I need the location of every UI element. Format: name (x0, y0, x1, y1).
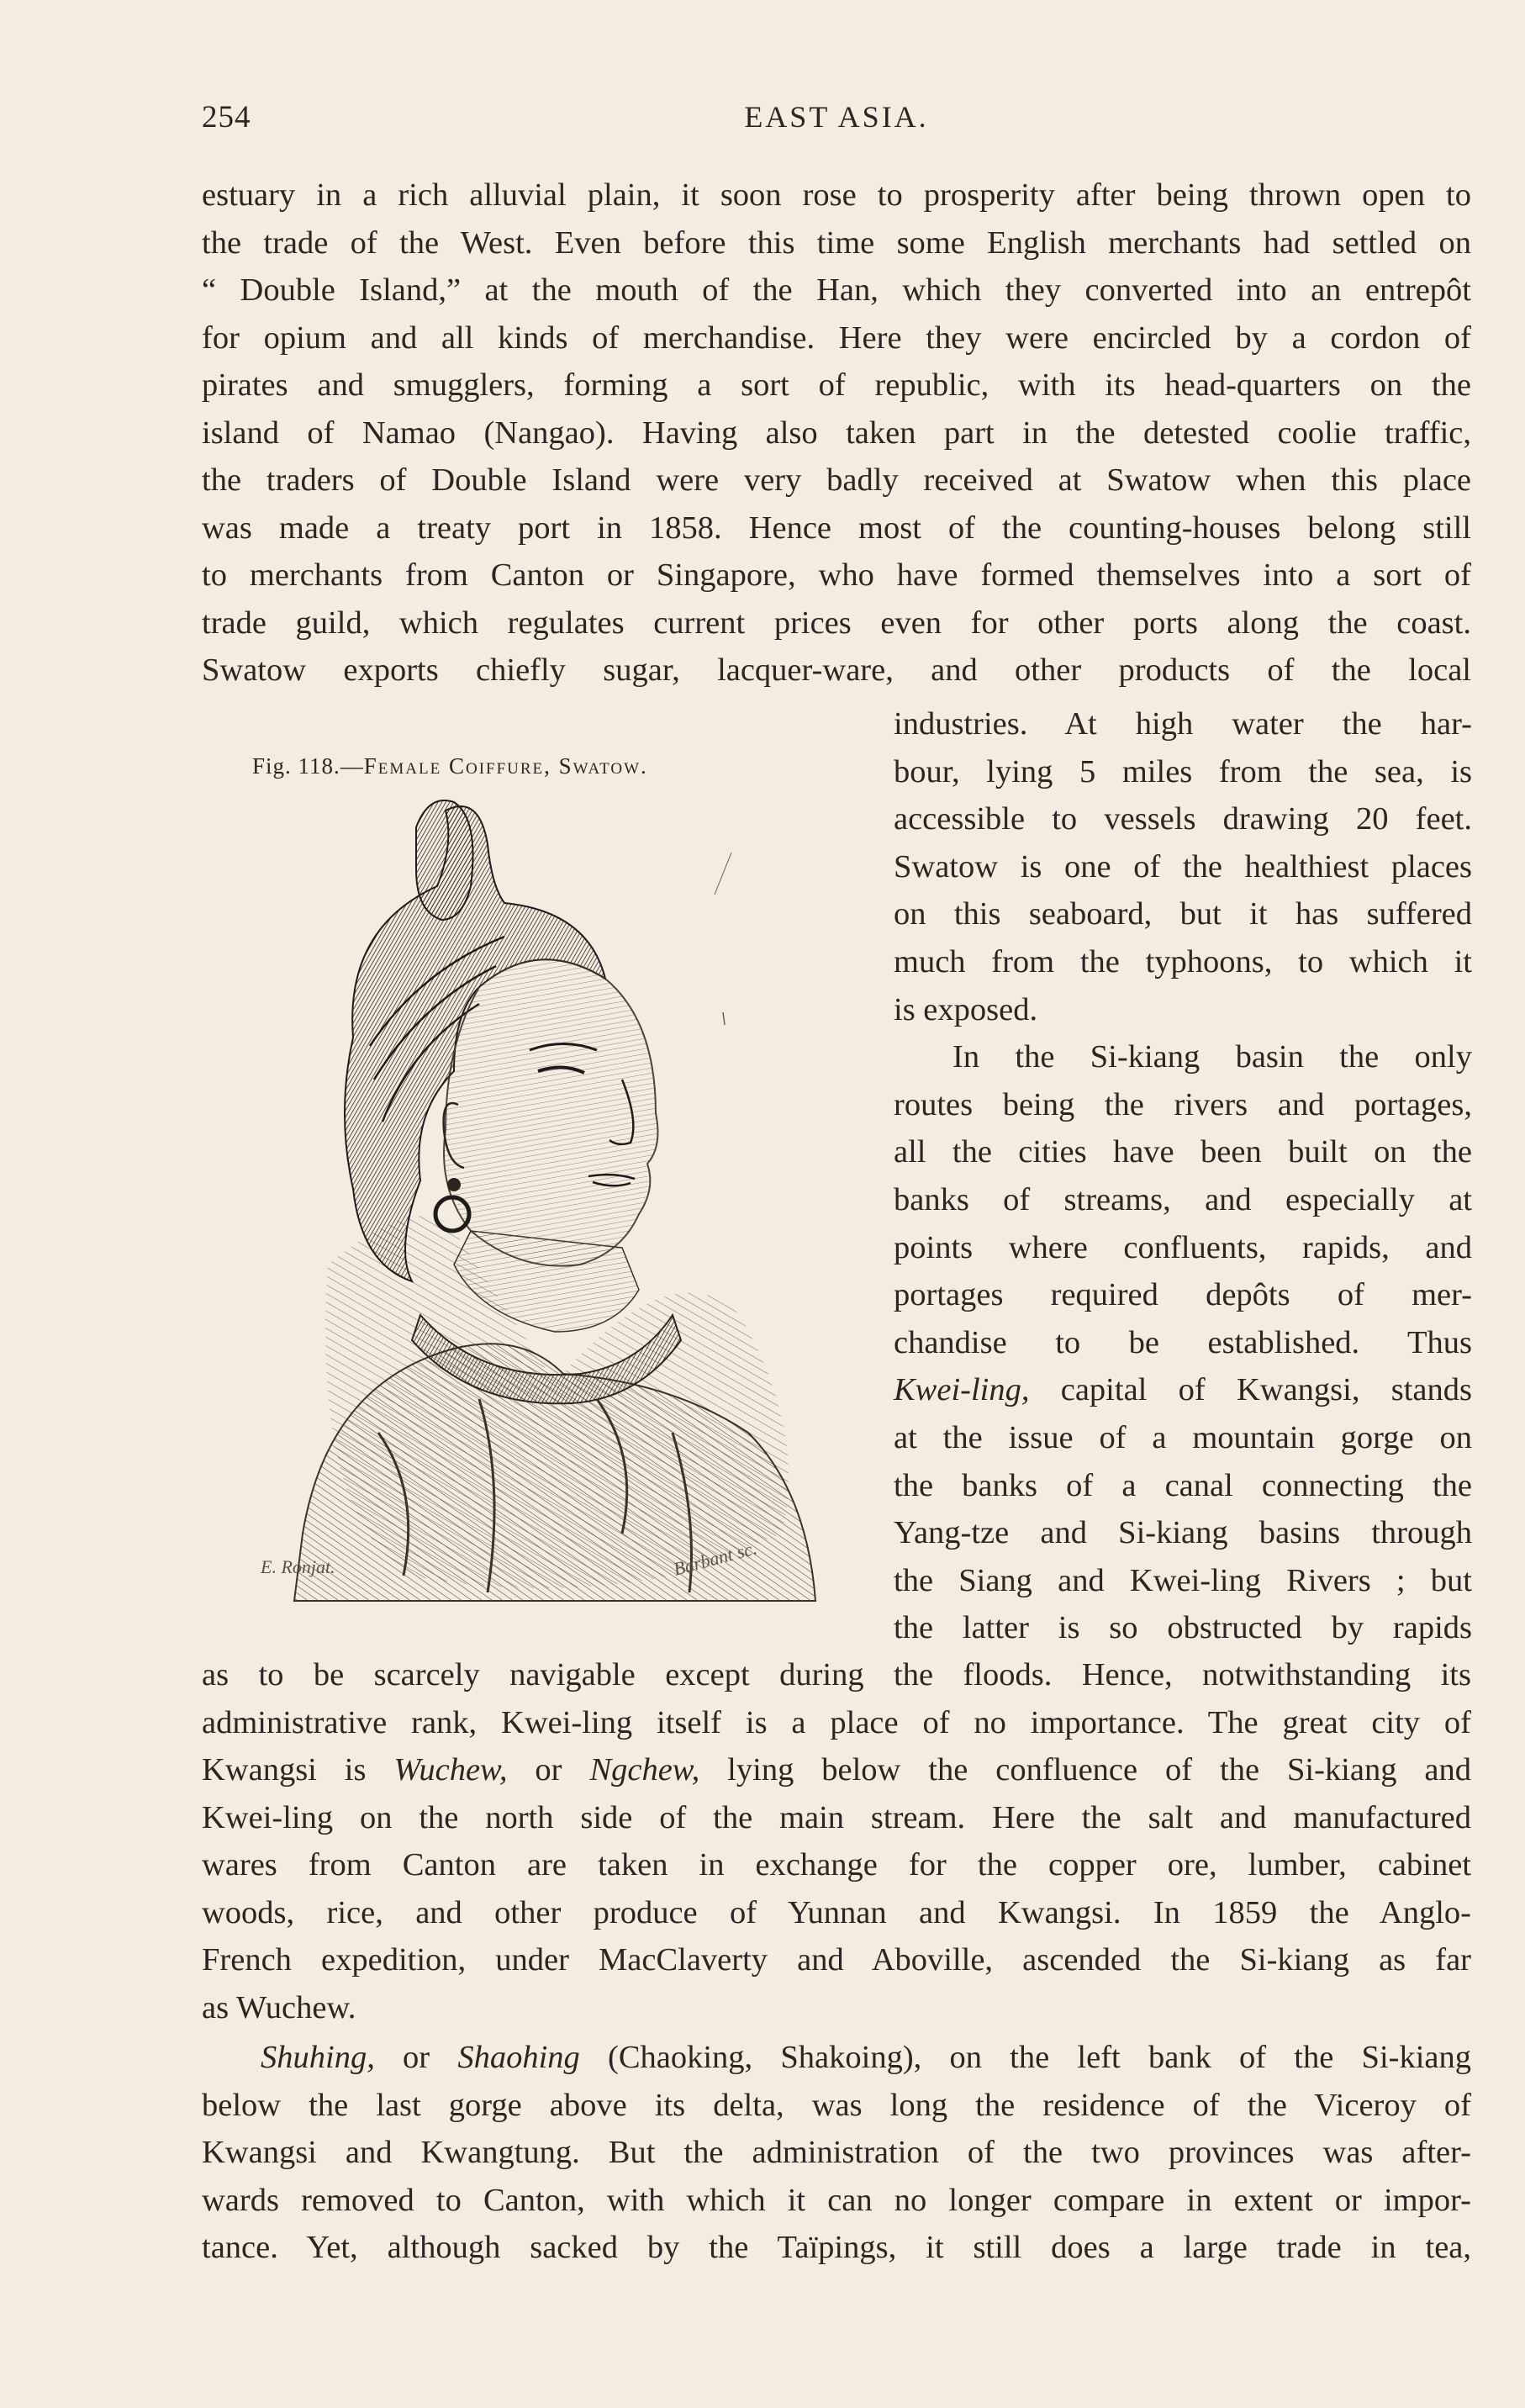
text-line: industries. At high water the har- (894, 706, 1472, 742)
text-line: the banks of a canal connecting the (894, 1467, 1472, 1503)
place-name-italic: Shaohing (457, 2040, 580, 2075)
text-line: as to be scarcely navigable except during the floods. Hence, notwithstanding its (202, 1657, 1471, 1692)
text-line: French expedition, under MacClaverty and Aboville, ascended the Si-kiang as far (202, 1942, 1471, 1978)
text-line: Kwangsi and Kwangtung. But the administration of the two provinces was after- (202, 2135, 1471, 2170)
text-span: Kwangsi is (202, 1752, 394, 1788)
text-line: routes being the rivers and portages, (894, 1086, 1472, 1122)
text-line: In the Si-kiang basin the only (952, 1039, 1472, 1075)
portrait-engraving (202, 794, 866, 1634)
text-span: or (507, 1752, 590, 1788)
text-line: below the last gorge above its delta, was long the residence of the Viceroy of (202, 2087, 1471, 2123)
text-span: lying below the confluence of the Si-kiang and (699, 1752, 1471, 1788)
text-span: capital of Kwangsi, stands (1029, 1372, 1472, 1408)
text-line: chandise to be established. Thus (894, 1324, 1472, 1360)
figure-caption (252, 753, 857, 779)
figure-caption-prefix: Fig. 118.— (252, 753, 364, 779)
place-name-italic: Wuchew, (393, 1752, 508, 1788)
text-line: portages required depôts of mer- (894, 1277, 1472, 1313)
top-paragraph (202, 172, 1471, 694)
text-line: the latter is so obstructed by rapids (894, 1610, 1472, 1646)
text-line: Kwei-ling on the north side of the main stream. Here the salt and manufactured (202, 1799, 1471, 1835)
text-line: at the issue of a mountain gorge on (894, 1419, 1472, 1455)
text-line: is exposed. (894, 991, 1038, 1027)
text-line: points where confluents, rapids, and (894, 1229, 1472, 1265)
text-line: administrative rank, Kwei-ling itself is a place of no importance. The great city of (202, 1704, 1471, 1740)
face (444, 959, 657, 1265)
text-line: tance. Yet, although sacked by the Taïpings, it still does a large trade in tea, (202, 2230, 1471, 2265)
text-line: as Wuchew. (202, 1989, 356, 2025)
text-line: bour, lying 5 miles from the sea, is (894, 753, 1472, 789)
running-title: EAST ASIA. (744, 100, 929, 134)
text-line: much from the typhoons, to which it (894, 943, 1472, 980)
text-line: for opium and all kinds of merchandise. Here they were encircled by a cordon of (202, 319, 1471, 356)
text-line: island of Namao (Nangao). Having also taken part in the detested coolie traffic, (202, 415, 1471, 451)
text-line: banks of streams, and especially at (894, 1181, 1472, 1217)
earring-stud (447, 1178, 461, 1191)
text-line: accessible to vessels drawing 20 feet. (894, 801, 1472, 837)
figure-118 (202, 753, 866, 1628)
text-line: the Siang and Kwei-ling Rivers ; but (894, 1562, 1472, 1598)
text-line: “ Double Island,” at the mouth of the Han, which they converted into an entrepôt (202, 272, 1471, 308)
bottom-text (202, 1651, 1471, 2272)
side-column-text (894, 700, 1472, 1652)
page-header (202, 99, 1471, 150)
text-line: Swatow is one of the healthiest places (894, 848, 1472, 885)
text-span: (Chaoking, Shakoing), on the left bank of the Si-kiang (579, 2040, 1471, 2075)
text-line: the traders of Double Island were very badly received at Swatow when this place (202, 462, 1471, 498)
text-line: wards removed to Canton, with which it can no longer compare in extent or impor- (202, 2182, 1471, 2218)
text-line: on this seaboard, but it has suffered (894, 896, 1472, 932)
place-name-italic: Ngchew, (589, 1752, 700, 1788)
text-line: Yang-tze and Si-kiang basins through (894, 1515, 1472, 1551)
text-line: woods, rice, and other produce of Yunnan and Kwangsi. In 1859 the Anglo- (202, 1894, 1471, 1930)
text-span: or (374, 2040, 458, 2075)
text-line: wares from Canton are taken in exchange for the copper ore, lumber, cabinet (202, 1847, 1471, 1883)
text-line: all the cities have been built on the (894, 1134, 1472, 1170)
text-line: was made a treaty port in 1858. Hence most of the counting-houses belong still (202, 510, 1471, 546)
place-name-italic: Kwei-ling, (894, 1372, 1030, 1408)
text-line: Swatow exports chiefly sugar, lacquer-ware, and other products of the local (202, 652, 1471, 688)
figure-caption-title: Female Coiffure, Swatow. (363, 753, 648, 779)
hair-bun (416, 800, 473, 920)
text-line (202, 1746, 1471, 1794)
text-line: pirates and smugglers, forming a sort of republic, with its head-quarters on the (202, 367, 1471, 403)
engraver-signature-right: Barbant sc. (671, 1537, 759, 1580)
text-line: the trade of the West. Even before this time some English merchants had settled on (202, 224, 1471, 261)
text-line: to merchants from Canton or Singapore, who have formed themselves into a sort of (202, 557, 1471, 593)
place-name-italic: Shuhing, (261, 2040, 375, 2075)
text-line: estuary in a rich alluvial plain, it soon rose to prosperity after being thrown open to (202, 177, 1471, 213)
text-line: trade guild, which regulates current prices even for other ports along the coast. (202, 605, 1471, 641)
text-line (894, 1366, 1472, 1414)
page-number: 254 (202, 100, 251, 135)
text-line (202, 2034, 1471, 2082)
engraver-signature-left: E. Ronjat. (261, 1556, 335, 1577)
